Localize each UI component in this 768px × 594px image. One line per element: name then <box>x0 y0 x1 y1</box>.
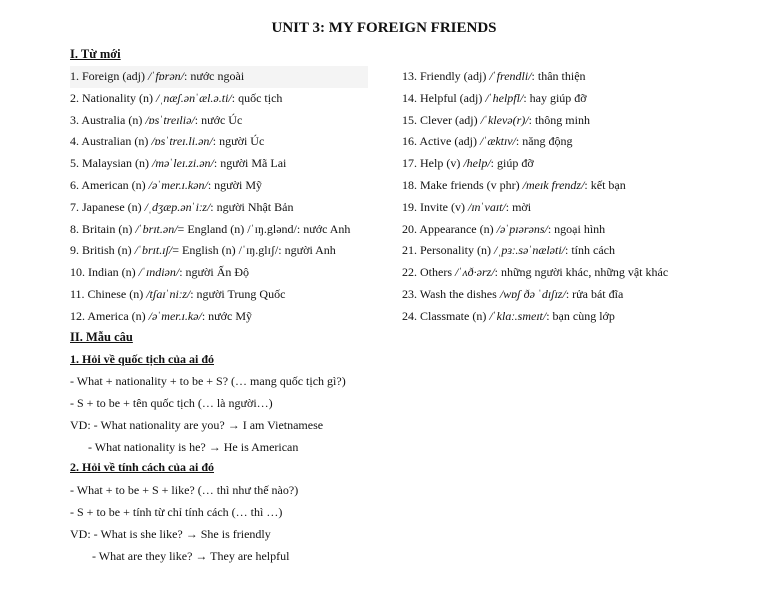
vocabulary-meaning: : người Nhật Bản <box>210 199 294 214</box>
vocabulary-meaning: : những người khác, những vật khác <box>494 265 669 280</box>
vocabulary-word: 11. Chinese (n) <box>70 286 147 301</box>
vocabulary-meaning: : kết bạn <box>584 177 626 192</box>
vocabulary-item <box>70 66 368 88</box>
vocabulary-list-right <box>402 66 668 328</box>
vocabulary-item <box>70 262 368 284</box>
vocabulary-meaning: : thông minh <box>528 112 590 127</box>
vocabulary-ipa: /meɪk frendz/ <box>522 177 585 192</box>
vocabulary-ipa: /ˈfrendli/ <box>489 69 532 83</box>
vocabulary-meaning: : nước ngoài <box>183 69 245 83</box>
vocabulary-meaning: : năng động <box>515 134 573 149</box>
vocabulary-ipa: /ˈbrɪt.ən/ <box>135 221 178 236</box>
vocabulary-item <box>402 284 668 306</box>
vocabulary-meaning: = England (n) /ˈɪŋ.glənd/: nước Anh <box>177 221 351 236</box>
vocabulary-ipa: /tʃaɪˈniːz/ <box>146 286 191 301</box>
vocabulary-ipa: /əˈpɪərəns/ <box>496 221 548 236</box>
vocabulary-word: 8. Britain (n) <box>70 221 136 236</box>
vocabulary-ipa: /əˈmer.ɪ.kən/ <box>148 177 208 192</box>
vocabulary-meaning: : nước Úc <box>194 112 243 127</box>
vocabulary-word: 16. Active (adj) <box>402 134 480 149</box>
vocabulary-meaning: : tính cách <box>565 243 615 258</box>
vocabulary-ipa: /ˈæktɪv/ <box>479 134 516 149</box>
vocabulary-item <box>70 219 368 241</box>
vocabulary-ipa: /ɪnˈvaɪt/ <box>467 199 506 214</box>
nationality-question-heading: 1. Hỏi về quốc tịch của ai đó <box>70 352 215 366</box>
vocabulary-word: 3. Australia (n) <box>70 112 146 127</box>
vocabulary-meaning: : người Trung Quốc <box>190 286 286 301</box>
personality-question-heading: 2. Hỏi về tính cách của ai đó <box>70 460 215 474</box>
vocabulary-ipa: /ɒsˈtreɪliə/ <box>145 112 195 127</box>
vocabulary-ipa: /wɒʃ ðə ˈdɪʃɪz/ <box>499 286 566 301</box>
vocabulary-item <box>402 240 668 262</box>
vocabulary-item <box>402 88 668 110</box>
vocabulary-ipa: /ˈhelpfl/ <box>485 90 524 105</box>
vocabulary-item <box>402 219 668 241</box>
vocabulary-word: 10. Indian (n) <box>70 265 139 280</box>
vocabulary-item <box>70 110 368 132</box>
vocabulary-item <box>70 131 368 153</box>
vocabulary-meaning: : nước Mỹ <box>201 308 253 323</box>
vocabulary-ipa: /ˈɪndiən/ <box>138 265 180 280</box>
vocabulary-item <box>70 88 368 110</box>
vocabulary-item <box>402 175 668 197</box>
vocabulary-word: 20. Appearance (n) <box>402 221 497 236</box>
vocabulary-meaning: = English (n) /ˈɪŋ.glɪʃ/: người Anh <box>172 243 336 258</box>
vocabulary-ipa: /help/ <box>463 156 491 171</box>
vocabulary-meaning: : quốc tịch <box>231 90 283 105</box>
section-sentence-patterns-heading: II. Mẫu câu <box>70 330 133 344</box>
vocabulary-ipa: /ˈklɑː.smeɪt/ <box>489 308 547 323</box>
vocabulary-ipa: /ɒsˈtreɪ.li.ən/ <box>151 134 213 149</box>
vocabulary-meaning: : hay giúp đỡ <box>523 90 587 105</box>
vocabulary-item <box>70 175 368 197</box>
vocabulary-ipa: /ˈfɒrən/ <box>147 69 184 83</box>
vocabulary-ipa: /ˌpɜː.səˈnæləti/ <box>494 243 566 258</box>
vocabulary-word: 6. American (n) <box>70 177 149 192</box>
pattern-line: - S + to be + tính từ chỉ tính cách (… thì …) <box>70 505 283 519</box>
vocabulary-meaning: : ngoại hình <box>547 221 606 236</box>
vocabulary-word: 13. Friendly (adj) <box>402 69 490 83</box>
vocabulary-word: 17. Help (v) <box>402 156 464 171</box>
vocabulary-item <box>70 306 368 328</box>
vocabulary-meaning: : giúp đỡ <box>490 156 534 171</box>
vocabulary-word: 14. Helpful (adj) <box>402 90 486 105</box>
vocabulary-word: 15. Clever (adj) <box>402 112 481 127</box>
page-title: UNIT 3: MY FOREIGN FRIENDS <box>271 20 497 36</box>
vocabulary-ipa: /ˌdʒæp.ənˈiːz/ <box>144 199 211 214</box>
vocabulary-item <box>402 131 668 153</box>
vocabulary-word: 4. Australian (n) <box>70 134 152 149</box>
section-vocabulary-heading: I. Từ mới <box>70 47 121 61</box>
vocabulary-ipa: /ˌnæʃ.ənˈæl.ə.ti/ <box>155 90 232 105</box>
vocabulary-meaning: : người Mã Lai <box>213 156 287 171</box>
vocabulary-word: 24. Classmate (n) <box>402 308 490 323</box>
example-line: - What are they like? → They are helpful <box>92 549 290 563</box>
vocabulary-item <box>70 153 368 175</box>
vocabulary-meaning: : người Úc <box>212 134 265 149</box>
vocabulary-meaning: : người Ấn Độ <box>179 265 250 280</box>
vocabulary-meaning: : rửa bát đĩa <box>565 286 624 301</box>
vocabulary-ipa: /əˈmer.ɪ.kə/ <box>148 308 202 323</box>
vocabulary-word: 2. Nationality (n) <box>70 90 156 105</box>
vocabulary-meaning: : người Mỹ <box>207 177 263 192</box>
example-line: VD: - What nationality are you? → I am Vietnamese <box>70 418 324 432</box>
vocabulary-meaning: : thân thiện <box>531 69 586 83</box>
vocabulary-ipa: /məˈleɪ.zi.ən/ <box>151 156 214 171</box>
vocabulary-word: 23. Wash the dishes <box>402 286 500 301</box>
vocabulary-word: 9. British (n) <box>70 243 135 258</box>
pattern-line: - What + nationality + to be + S? (… mang quốc tịch gì?) <box>70 374 346 388</box>
vocabulary-item <box>402 306 668 328</box>
vocabulary-word: 5. Malaysian (n) <box>70 156 152 171</box>
vocabulary-word: 18. Make friends (v phr) <box>402 177 523 192</box>
vocabulary-word: 12. America (n) <box>70 308 149 323</box>
vocabulary-item <box>70 284 368 306</box>
vocabulary-word: 19. Invite (v) <box>402 199 468 214</box>
vocabulary-ipa: /ˈbrɪt.ɪʃ/ <box>134 243 173 258</box>
vocabulary-ipa: /ˈʌð·ərz/ <box>455 265 495 280</box>
vocabulary-list-left <box>70 66 368 328</box>
vocabulary-word: 21. Personality (n) <box>402 243 494 258</box>
vocabulary-item <box>402 153 668 175</box>
example-line: - What nationality is he? → He is American <box>88 440 299 454</box>
vocabulary-item <box>402 110 668 132</box>
vocabulary-item <box>70 240 368 262</box>
vocabulary-item <box>402 262 668 284</box>
vocabulary-meaning: : mời <box>505 199 532 214</box>
pattern-line: - S + to be + tên quốc tịch (… là người…) <box>70 396 273 410</box>
vocabulary-word: 7. Japanese (n) <box>70 199 145 214</box>
vocabulary-ipa: /ˈklevə(r)/ <box>480 112 529 127</box>
vocabulary-meaning: : bạn cùng lớp <box>546 308 615 323</box>
vocabulary-item <box>70 197 368 219</box>
vocabulary-item <box>402 197 668 219</box>
example-line: VD: - What is she like? → She is friendly <box>70 527 271 541</box>
vocabulary-item <box>402 66 668 88</box>
pattern-line: - What + to be + S + like? (… thì như thế nào?) <box>70 483 299 497</box>
vocabulary-word: 1. Foreign (adj) <box>70 69 148 83</box>
vocabulary-word: 22. Others <box>402 265 455 280</box>
